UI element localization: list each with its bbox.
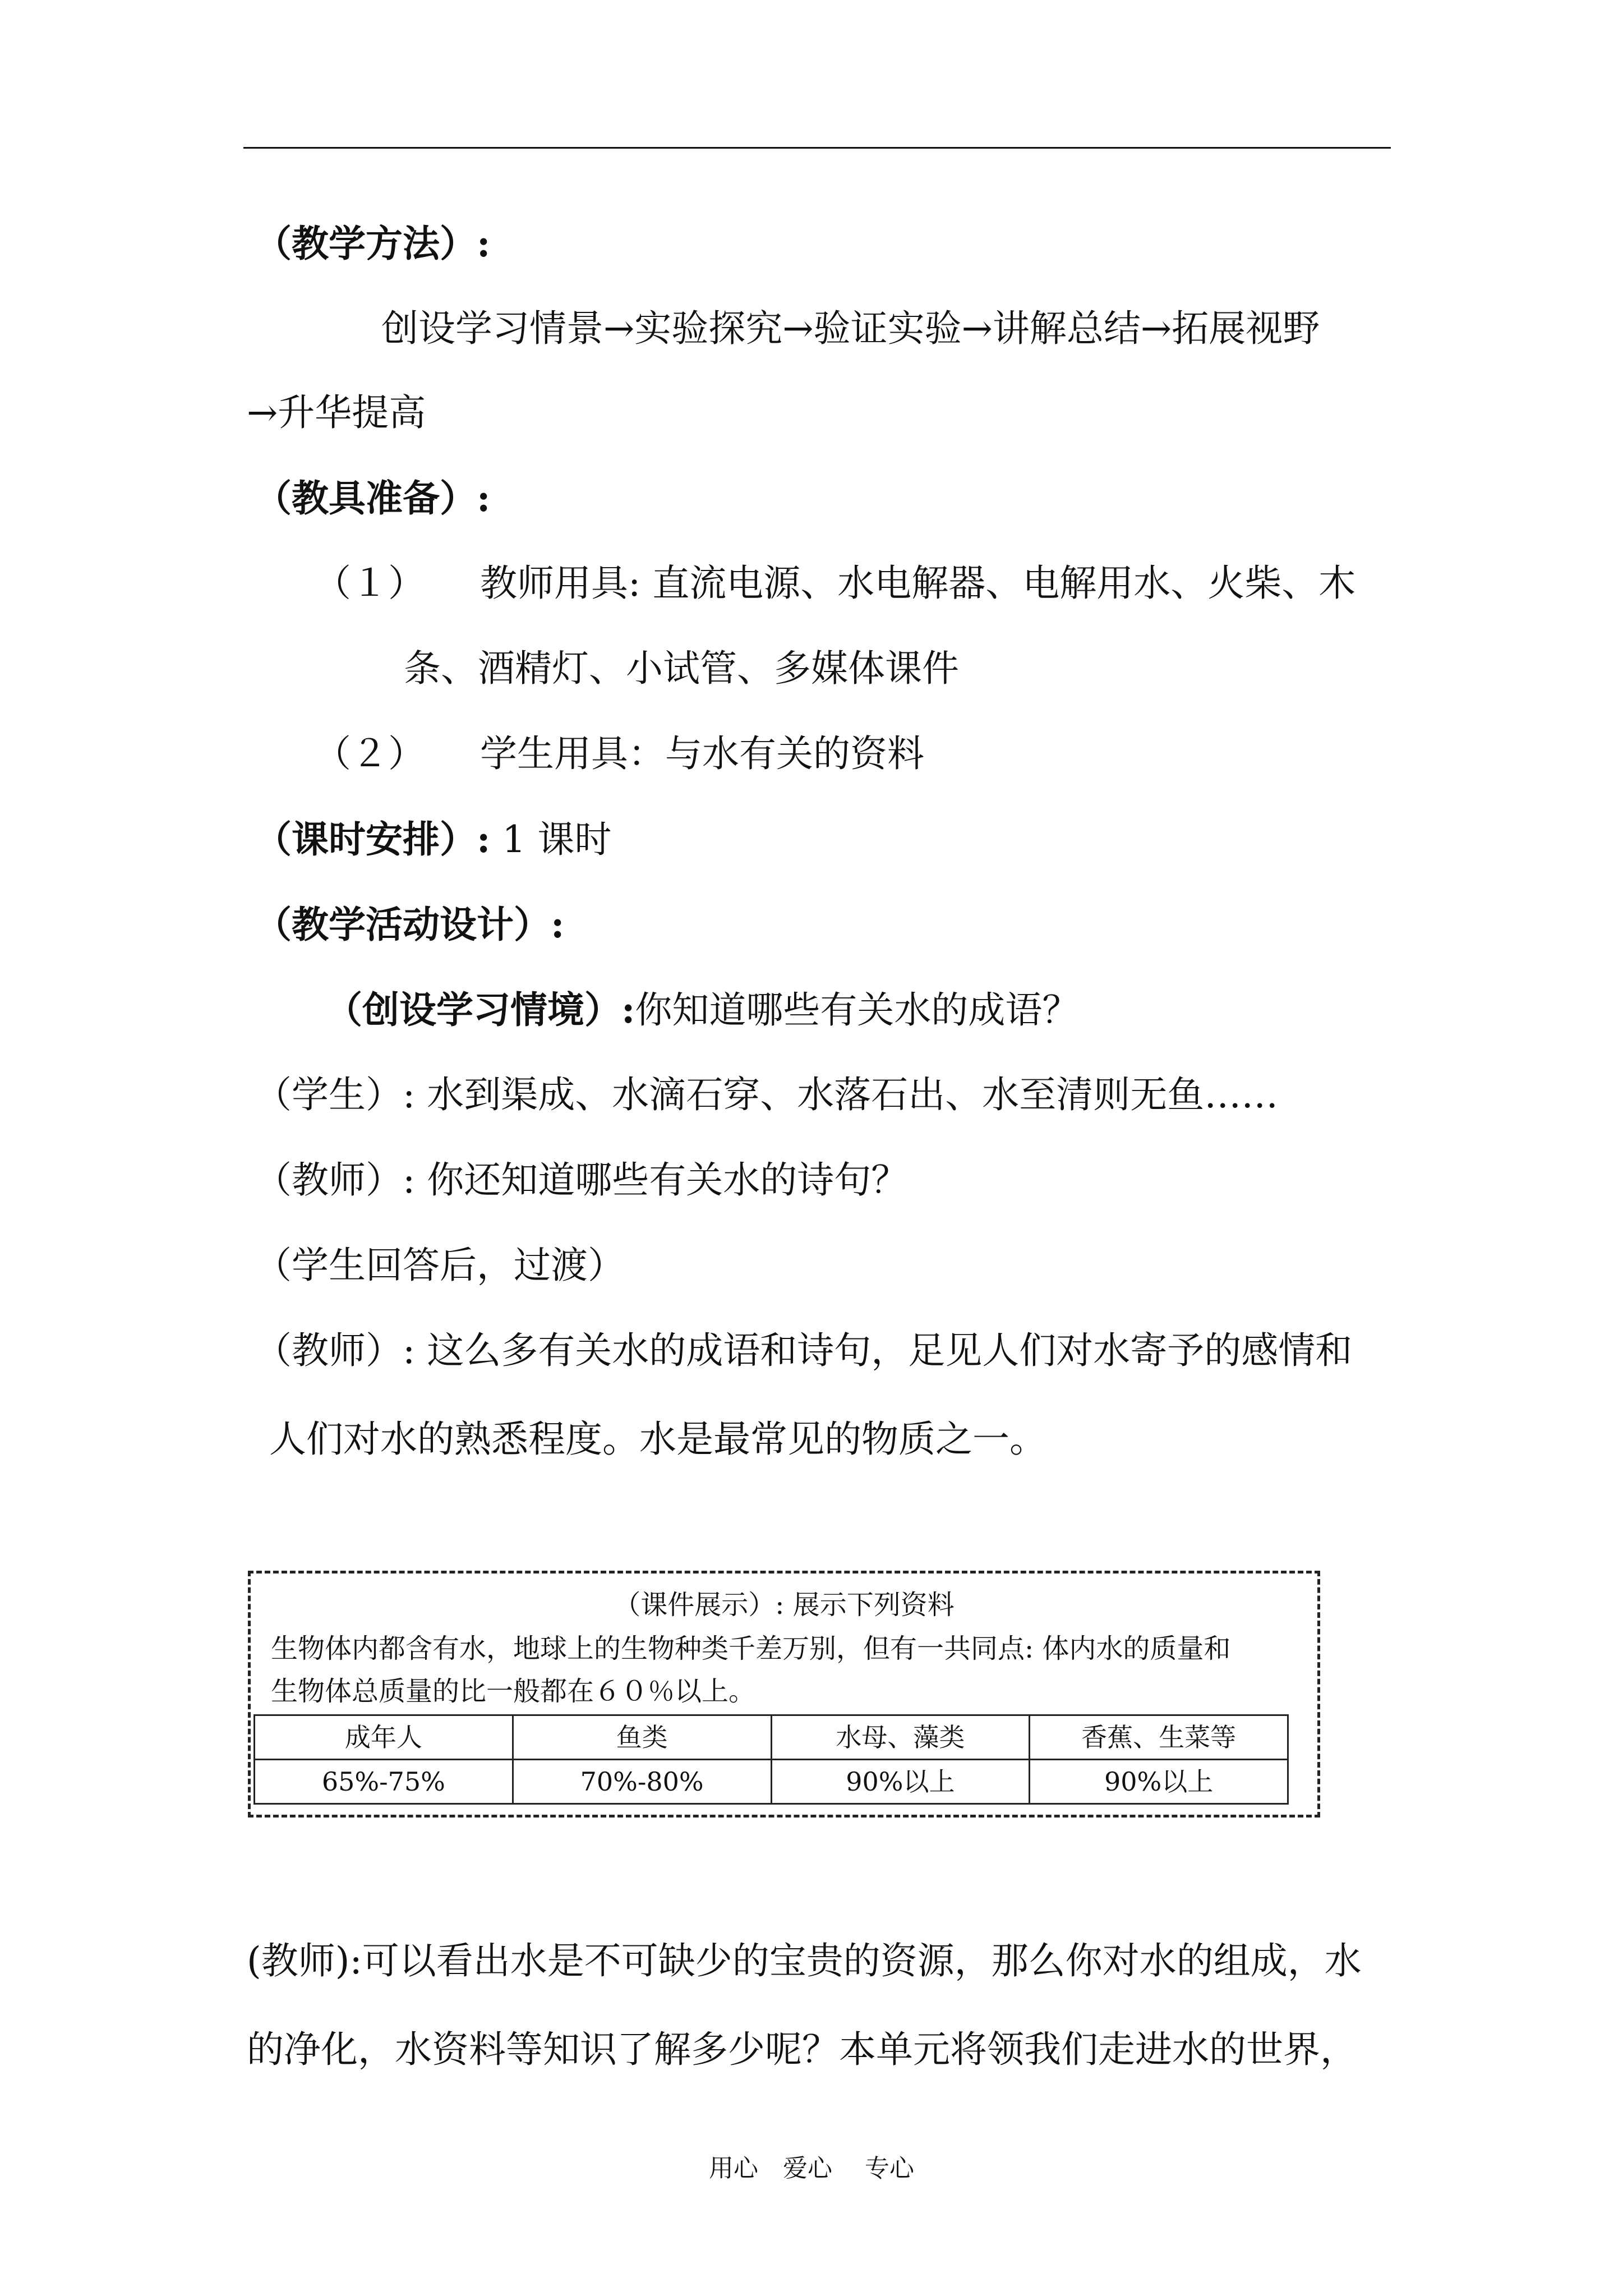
table-header-row [255,1715,1288,1760]
teacher-question-line: （教师）: 你还知道哪些有关水的诗句？ [255,1158,909,1202]
table-header-cell: 鱼类 [513,1715,771,1760]
tools-item-1-line-1: 教师用具: 直流电源、水电解器、电解用水、火柴、木 [480,562,1356,605]
teacher-remark-line-2: 人们对水的熟悉程度。水是最常见的物质之一。 [269,1418,1046,1461]
method-line-1: 创设学习情景→实验探究→验证实验→讲解总结→拓展视野 [381,307,1320,350]
courseware-paragraph-line-1: 生物体内都含有水，地球上的生物种类千差万别，但有一共同点: 体内水的质量和 [271,1633,1231,1664]
scenario-heading: （创设学习情境）: [325,988,635,1032]
tools-item-2-text: 学生用具：与水有关的资料 [480,732,924,775]
table-header-cell: 成年人 [255,1715,513,1760]
table-value-cell: 65%-75% [255,1760,513,1804]
tools-item-1-line-2: 条、酒精灯、小试管、多媒体课件 [404,647,959,690]
activity-heading: （教学活动设计）: [255,903,565,946]
table-header-cell: 水母、藻类 [771,1715,1030,1760]
closing-line-1: (教师):可以看出水是不可缺少的宝贵的资源，那么你对水的组成，水 [247,1939,1362,1982]
courseware-paragraph-line-2: 生物体总质量的比一般都在６０％以上。 [271,1676,756,1707]
tools-heading: （教具准备）: [255,476,491,520]
method-heading: （教学方法）: [255,222,491,265]
schedule-line [255,817,611,862]
table-value-cell: 90%以上 [771,1760,1030,1804]
table-row [255,1760,1288,1804]
method-line-2: →升华提高 [247,391,426,434]
water-content-table [253,1714,1289,1805]
schedule-heading: （课时安排）: [255,817,491,861]
page-footer: 用心 爱心 专心 [709,2154,914,2183]
table-value-cell: 70%-80% [513,1760,771,1804]
table-value-cell: 90%以上 [1030,1760,1288,1804]
scenario-text: 你知道哪些有关水的成语？ [635,988,1080,1032]
schedule-value: 1 课时 [502,818,612,861]
tools-item-1-number: （１） [314,562,425,605]
scenario-line [325,987,1079,1033]
tools-item-2-number: （２） [314,732,425,775]
table-header-cell: 香蕉、生菜等 [1030,1715,1288,1760]
student-answer-line: （学生回答后，过渡） [255,1244,625,1287]
student-idioms-line: （学生）: 水到渠成、水滴石穿、水落石出、水至清则无鱼…… [255,1073,1279,1116]
teacher-remark-line-1: （教师）: 这么多有关水的成语和诗句，足见人们对水寄予的感情和 [255,1329,1353,1372]
header-rule [243,147,1391,149]
closing-line-2: 的净化，水资料等知识了解多少呢？本单元将领我们走进水的世界， [247,2028,1357,2071]
courseware-caption: （课件展示）: 展示下列资料 [614,1589,955,1621]
